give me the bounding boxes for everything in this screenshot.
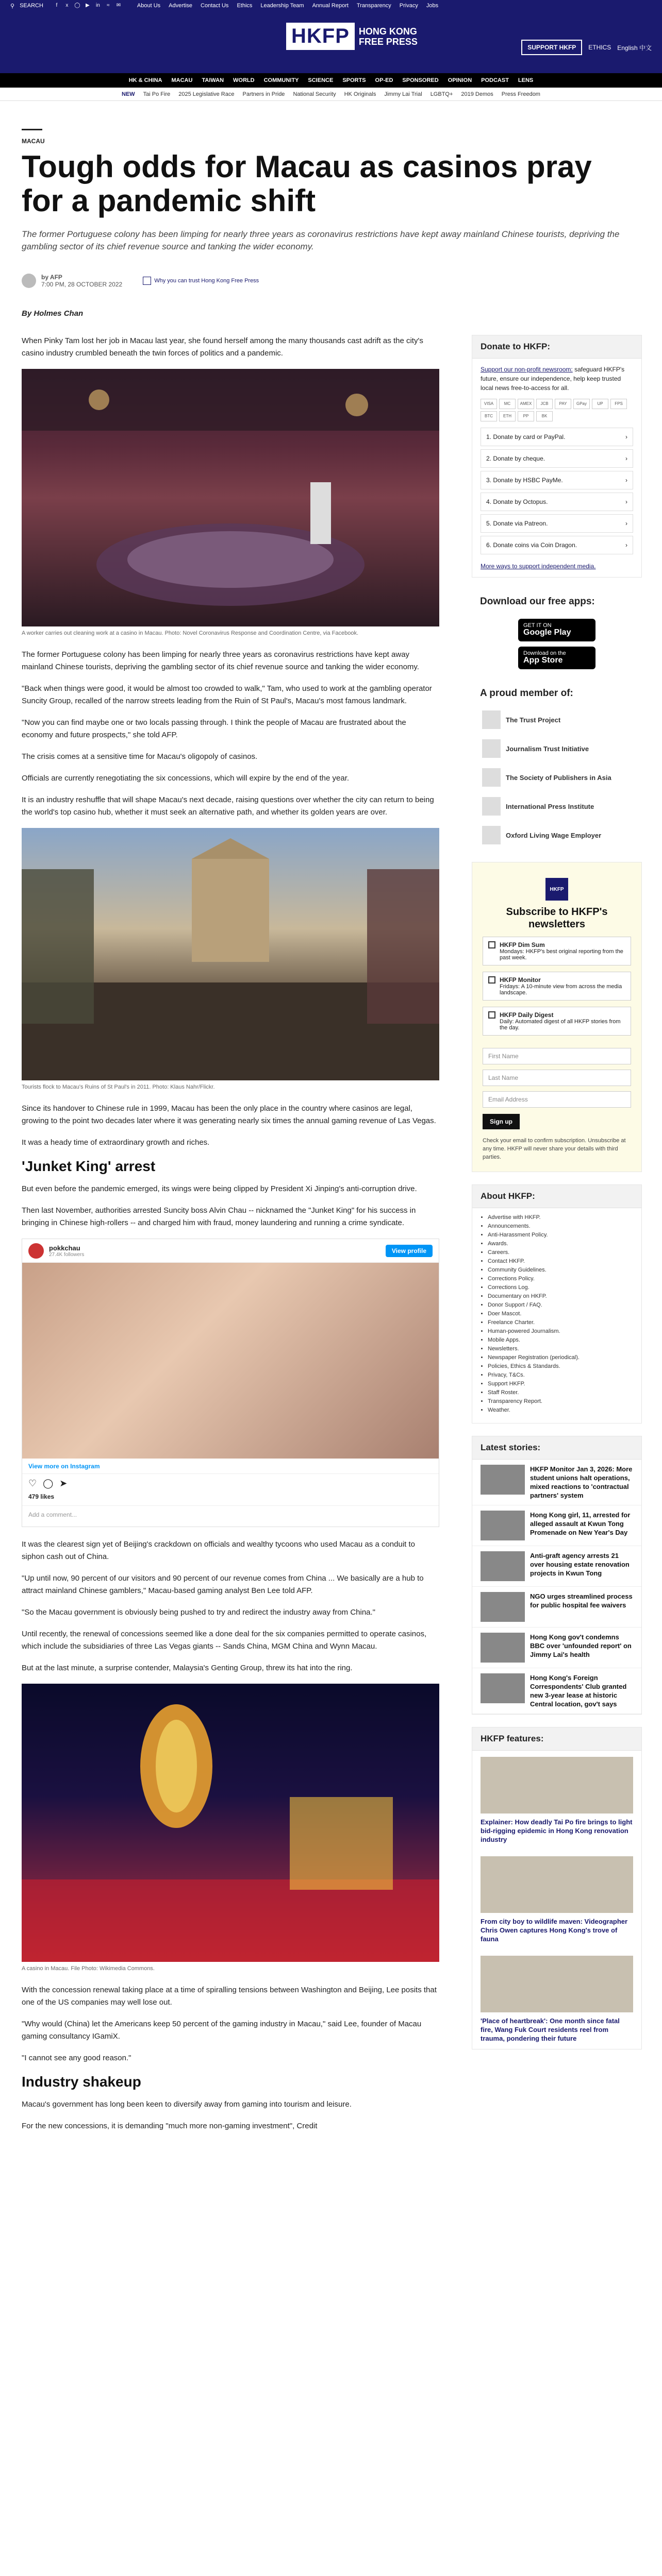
story-thumbnail bbox=[481, 1511, 525, 1540]
top-links bbox=[137, 3, 438, 9]
nav-item[interactable]: WORLD bbox=[233, 77, 255, 83]
main-nav bbox=[0, 73, 662, 88]
language-switch[interactable]: English 中文 bbox=[617, 44, 652, 52]
trending-link[interactable]: 2019 Demos bbox=[461, 91, 493, 97]
instagram-followers: 27.4K followers bbox=[49, 1251, 85, 1258]
paragraph: For the new concessions, it is demanding "much more non-gaming investment", Credit bbox=[22, 2122, 318, 2130]
about-link[interactable]: • Staff Roster. bbox=[488, 1388, 633, 1397]
feature-story[interactable] bbox=[472, 1850, 641, 1950]
payment-method-icon: PP bbox=[518, 411, 534, 421]
donate-option-label: 3. Donate by HSBC PayMe. bbox=[486, 477, 563, 484]
paragraph: When Pinky Tam lost her job in Macau last year, she found herself among the many thousands cast adrift as the city's casino industry crumbled beneath the twin forces of politics and a pandemic. bbox=[22, 336, 423, 358]
about-link[interactable]: • Newsletters. bbox=[488, 1345, 633, 1353]
donate-option-label: 6. Donate coins via Coin Dragon. bbox=[486, 541, 577, 549]
about-link[interactable]: • Corrections Log. bbox=[488, 1283, 633, 1292]
member-logo[interactable] bbox=[472, 763, 642, 792]
latest-story[interactable] bbox=[472, 1460, 641, 1505]
nav-item[interactable]: SCIENCE bbox=[308, 77, 334, 83]
share-icon[interactable]: ➤ bbox=[59, 1478, 68, 1488]
donate-option-label: 4. Donate by Octopus. bbox=[486, 498, 548, 505]
nav-item[interactable]: LENS bbox=[518, 77, 534, 83]
about-link[interactable]: • Human-powered Journalism. bbox=[488, 1327, 633, 1336]
photo-caption: A casino in Macau. File Photo: Wikimedia Commons. bbox=[22, 1965, 155, 1972]
youtube-icon[interactable]: ▶ bbox=[86, 3, 90, 8]
new-badge: NEW bbox=[122, 91, 135, 97]
app-store-button[interactable]: Download on the App Store bbox=[518, 647, 595, 669]
newsletter-logo: HKFP bbox=[545, 878, 568, 901]
trending-link[interactable]: 2025 Legislative Race bbox=[178, 91, 235, 97]
article-lede: The former Portuguese colony has been limping for nearly three years as coronavirus restrictions have kept away mainland Chinese tourists, depriving the gambling sector of its chief revenue source and tanking the wider economy. bbox=[22, 229, 620, 251]
payment-method-icon: JCB bbox=[536, 399, 553, 409]
about-link[interactable]: • Awards. bbox=[488, 1240, 633, 1248]
member-logo-icon bbox=[482, 797, 501, 816]
instagram-actions bbox=[22, 1474, 439, 1493]
nav-item[interactable]: SPORTS bbox=[342, 77, 366, 83]
top-link[interactable]: About Us bbox=[137, 3, 161, 9]
instagram-likes: 479 likes bbox=[28, 1493, 55, 1500]
add-comment-input[interactable]: Add a comment... bbox=[22, 1505, 439, 1523]
casino-illustration bbox=[22, 369, 439, 626]
apps-widget bbox=[472, 590, 642, 669]
photo-caption: A worker carries out cleaning work at a casino in Macau. Photo: Novel Coronavirus Response and Coordination Centre, via Facebook. bbox=[22, 630, 359, 636]
latest-story[interactable] bbox=[472, 1505, 641, 1546]
newsletter-title: Subscribe to HKFP's newsletters bbox=[506, 906, 608, 930]
logo-text: HONG KONG FREE PRESS bbox=[358, 26, 418, 47]
article-author: By Holmes Chan bbox=[22, 309, 84, 318]
donate-option[interactable] bbox=[481, 449, 633, 468]
chevron-right-icon: › bbox=[625, 498, 627, 505]
top-link[interactable]: Privacy bbox=[399, 3, 418, 9]
top-utility-bar bbox=[0, 0, 662, 11]
google-play-button[interactable]: GET IT ON Google Play bbox=[518, 619, 595, 641]
trending-link[interactable]: HK Originals bbox=[344, 91, 376, 97]
section-divider bbox=[22, 129, 42, 130]
instagram-card bbox=[22, 1239, 439, 1527]
newsletter-desc: Fridays: A 10-minute view from across the media landscape. bbox=[500, 984, 622, 996]
feature-title: 'Place of heartbreak': One month since fatal fire, Wang Fuk Court residents reel from trauma, pondering their future bbox=[481, 2017, 620, 2042]
newsletter-option-text bbox=[500, 1011, 625, 1031]
search-icon[interactable]: ⚲ bbox=[10, 3, 15, 9]
support-hkfp-button[interactable]: SUPPORT HKFP bbox=[521, 40, 582, 55]
article-body bbox=[22, 335, 439, 2142]
publish-date: 7:00 PM, 28 OCTOBER 2022 bbox=[41, 281, 123, 288]
donate-widget: Donate to HKFP: Support our non-profit newsroom: safeguard HKFP's future, ensure our independence, help keep trusted local news free-to-access for all. VISA MC AMEX JCB PAY GPay UP FPS BTC ETH PP BK 1. Donate by card or PayPal. › 2. Donate by cheque. › 3. Donate by HSBC PayMe. › 4. Donate by Octopus. › 5. Donate via Patreon. › 6. Donate coins via Coin Dragon. › More ways to support independent media. bbox=[472, 335, 642, 578]
payment-method-icon: UP bbox=[592, 399, 608, 409]
chevron-right-icon: › bbox=[625, 455, 627, 462]
linkedin-icon[interactable]: in bbox=[96, 3, 100, 8]
about-link[interactable]: • Transparency Report. bbox=[488, 1397, 633, 1406]
latest-story[interactable] bbox=[472, 1546, 641, 1587]
member-logo[interactable] bbox=[472, 734, 642, 763]
lisboa-illustration bbox=[22, 1684, 439, 1962]
paragraph: "I cannot see any good reason." bbox=[22, 2054, 131, 2062]
newsletter-note: Check your email to confirm subscription. Unsubscribe at any time. HKFP will never share your details with third parties. bbox=[483, 1138, 626, 1160]
st-pauls-photo bbox=[22, 828, 439, 1080]
member-name: The Society of Publishers in Asia bbox=[506, 773, 611, 782]
instagram-icon[interactable]: ◯ bbox=[74, 3, 80, 8]
donate-heading: Donate to HKFP: bbox=[472, 335, 641, 359]
member-logo-icon bbox=[482, 826, 501, 844]
nav-item[interactable]: COMMUNITY bbox=[263, 77, 299, 83]
donate-option[interactable] bbox=[481, 428, 633, 446]
about-link[interactable]: • Advertise with HKFP. bbox=[488, 1213, 633, 1222]
paragraph: "So the Macau government is obviously being pushed to try and redirect the industry away from China." bbox=[22, 1608, 376, 1617]
feature-image bbox=[481, 1856, 633, 1913]
nav-item[interactable]: OPINION bbox=[448, 77, 472, 83]
chevron-right-icon: › bbox=[625, 433, 627, 440]
chevron-right-icon: › bbox=[625, 541, 627, 549]
donate-option[interactable] bbox=[481, 493, 633, 511]
checkbox[interactable] bbox=[488, 941, 495, 948]
newsletter-option[interactable] bbox=[483, 972, 631, 1001]
story-title: HKFP Monitor Jan 3, 2026: More student unions halt operations, mixed reactions to 'contractual partners' system bbox=[530, 1465, 633, 1499]
newsletter-option[interactable] bbox=[483, 1007, 631, 1036]
about-link[interactable]: • Donor Support / FAQ. bbox=[488, 1301, 633, 1310]
newsletter-name: HKFP Daily Digest bbox=[500, 1011, 554, 1019]
story-thumbnail bbox=[481, 1673, 525, 1703]
apps-heading: Download our free apps: bbox=[472, 590, 642, 614]
nav-item[interactable]: HK & CHINA bbox=[128, 77, 162, 83]
latest-story[interactable] bbox=[472, 1587, 641, 1628]
paragraph: It was a heady time of extraordinary growth and riches. bbox=[22, 1138, 210, 1147]
feature-image bbox=[481, 1956, 633, 2012]
member-logo[interactable] bbox=[472, 792, 642, 821]
payment-method-icon: AMEX bbox=[518, 399, 534, 409]
member-name: Journalism Trust Initiative bbox=[506, 744, 589, 753]
about-link[interactable]: • Weather. bbox=[488, 1406, 633, 1415]
site-header bbox=[0, 11, 662, 73]
payment-method-icon: BTC bbox=[481, 411, 497, 421]
latest-story[interactable] bbox=[472, 1628, 641, 1668]
story-title: Hong Kong's Foreign Correspondents' Club granted new 3-year lease at historic Central location, gov't says bbox=[530, 1674, 627, 1708]
author-avatar bbox=[22, 274, 36, 288]
nav-item[interactable]: PODCAST bbox=[481, 77, 509, 83]
newsletter-option-text bbox=[500, 941, 625, 961]
article-title: Tough odds for Macau as casinos pray for a pandemic shift bbox=[22, 149, 592, 218]
donate-option[interactable] bbox=[481, 471, 633, 489]
about-link[interactable]: • Mobile Apps. bbox=[488, 1336, 633, 1345]
nav-item[interactable]: TAIWAN bbox=[202, 77, 224, 83]
trending-link[interactable]: Jimmy Lai Trial bbox=[384, 91, 422, 97]
nav-item[interactable]: OP-ED bbox=[375, 77, 393, 83]
email-icon[interactable]: ✉ bbox=[116, 3, 121, 8]
top-link[interactable]: Annual Report bbox=[312, 3, 349, 9]
paragraph: The former Portuguese colony has been limping for nearly three years as coronavirus restrictions have kept away mainland Chinese tourists, depriving the gambling sector of its chief revenue source and tanking the wider economy. bbox=[22, 650, 419, 671]
member-name: International Press Institute bbox=[506, 802, 594, 810]
story-thumbnail bbox=[481, 1633, 525, 1663]
features-widget bbox=[472, 1727, 642, 2049]
member-logo[interactable] bbox=[472, 821, 642, 850]
story-thumbnail bbox=[481, 1465, 525, 1495]
paragraph: "Back when things were good, it would be almost too crowded to walk," Tam, who used to work at the gambling operator Suncity Group, recalled of the narrow streets leading from the Ruin of St Paul's, Macau's most famous landmark. bbox=[22, 684, 432, 705]
payment-method-icon: MC bbox=[499, 399, 516, 409]
lisboa-photo bbox=[22, 1684, 439, 1962]
paragraph: But at the last minute, a surprise contender, Malaysia's Genting Group, threw its hat into the ring. bbox=[22, 1664, 353, 1672]
paragraph: "Up until now, 90 percent of our visitors and 90 percent of our revenue comes from China ... We basically are a hub to attract mainland Chinese gamblers," Macau-based gaming analyst Ben Lee told AFP. bbox=[22, 1574, 424, 1595]
facebook-icon[interactable]: f bbox=[56, 3, 58, 8]
member-name: Oxford Living Wage Employer bbox=[506, 831, 602, 839]
trending-link[interactable]: Partners in Pride bbox=[242, 91, 285, 97]
agency-name[interactable]: AFP bbox=[49, 274, 62, 281]
trust-icon bbox=[143, 277, 151, 285]
trending-link[interactable]: National Security bbox=[293, 91, 336, 97]
feature-title: Explainer: How deadly Tai Po fire brings to light bid-rigging epidemic in Hong Kong renovation industry bbox=[481, 1818, 633, 1843]
paragraph: It was the clearest sign yet of Beijing's crackdown on officials and wealthy tycoons who used Macau as a conduit to siphon cash out of China. bbox=[22, 1540, 416, 1561]
sidebar bbox=[472, 335, 642, 2062]
byline: by AFP 7:00 PM, 28 OCTOBER 2022 Why you can trust Hong Kong Free Press bbox=[22, 274, 640, 288]
donate-option[interactable] bbox=[481, 514, 633, 533]
member-logo-icon bbox=[482, 768, 501, 787]
paragraph: Macau's government has long been keen to diversify away from gaming into tourism and leisure. bbox=[22, 2100, 352, 2109]
donate-link[interactable]: Support our non-profit newsroom: bbox=[481, 366, 573, 373]
payment-method-icon: FPS bbox=[610, 399, 627, 409]
feature-title: From city boy to wildlife maven: Videographer Chris Owen captures Hong Kong's trove of fauna bbox=[481, 1918, 628, 1943]
latest-widget bbox=[472, 1436, 642, 1715]
trending-link[interactable]: Press Freedom bbox=[501, 91, 540, 97]
paragraph: Then last November, authorities arrested Suncity boss Alvin Chau -- nicknamed the "Junket King" for his success in bringing in Chinese high-rollers -- and charged him with fraud, money laundering and running a crime syndicate. bbox=[22, 1206, 416, 1227]
members-heading: A proud member of: bbox=[472, 682, 642, 705]
paragraph: It is an industry reshuffle that will shape Macau's next decade, raising questions over whether the city can return to being the world's top casino hub, whether it must seek an alternative path, and whether its golden years are over. bbox=[22, 795, 434, 817]
member-logo-icon bbox=[482, 710, 501, 729]
st-pauls-illustration bbox=[22, 828, 439, 1080]
about-link[interactable]: • Announcements. bbox=[488, 1222, 633, 1231]
about-widget bbox=[472, 1184, 642, 1423]
instagram-avatar[interactable] bbox=[28, 1243, 44, 1259]
about-link[interactable]: • Newspaper Registration (periodical). bbox=[488, 1353, 633, 1362]
latest-heading: Latest stories: bbox=[472, 1436, 641, 1460]
trending-link[interactable]: Tai Po Fire bbox=[143, 91, 171, 97]
donate-options bbox=[481, 428, 633, 554]
story-title: Anti-graft agency arrests 21 over housing estate renovation projects in Kwun Tong bbox=[530, 1552, 630, 1577]
subheading-industry-shakeup: Industry shakeup bbox=[22, 2074, 141, 2090]
paragraph: The crisis comes at a sensitive time for Macau's oligopoly of casinos. bbox=[22, 752, 258, 761]
top-link[interactable]: Ethics bbox=[237, 3, 253, 9]
ethics-link[interactable]: ETHICS bbox=[588, 44, 611, 51]
top-link[interactable]: Advertise bbox=[169, 3, 193, 9]
paragraph: But even before the pandemic emerged, its wings were being clipped by President Xi Jinping's anti-corruption drive. bbox=[22, 1184, 417, 1193]
paragraph: "Why would (China) let the Americans keep 50 percent of the gaming industry in Macau," said Lee, founder of Macau gaming consultancy IGamiX. bbox=[22, 2020, 422, 2041]
trust-link[interactable]: Why you can trust Hong Kong Free Press bbox=[143, 277, 259, 285]
story-title: Hong Kong gov't condemns BBC over 'unfounded report' on Jimmy Lai's health bbox=[530, 1633, 632, 1658]
instagram-embed bbox=[22, 1239, 439, 1527]
site-logo[interactable] bbox=[286, 23, 418, 50]
paragraph: Since its handover to Chinese rule in 1999, Macau has been the only place in the country where casinos are legal, growing to the point two decades later where it was generating nearly six times the annual gaming revenue of Las Vegas. bbox=[22, 1104, 436, 1125]
last-name-input[interactable]: Last Name bbox=[483, 1070, 631, 1086]
top-link[interactable]: Jobs bbox=[426, 3, 439, 9]
about-link[interactable]: • Doer Mascot. bbox=[488, 1310, 633, 1318]
social-links bbox=[54, 3, 122, 9]
story-title: Hong Kong girl, 11, arrested for alleged assault at Kwun Tong Promenade on New Year's Day bbox=[530, 1511, 631, 1536]
figure-st-pauls bbox=[22, 828, 439, 1091]
instagram-username[interactable]: pokkchau bbox=[49, 1244, 80, 1252]
nav-item[interactable]: SPONSORED bbox=[402, 77, 439, 83]
chevron-right-icon: › bbox=[625, 477, 627, 484]
payment-method-icon: PAY bbox=[555, 399, 571, 409]
newsletter-name: HKFP Monitor bbox=[500, 976, 541, 984]
top-link[interactable]: Transparency bbox=[356, 3, 391, 9]
donate-option[interactable] bbox=[481, 536, 633, 554]
feature-image bbox=[481, 1757, 633, 1814]
newsletter-name: HKFP Dim Sum bbox=[500, 941, 545, 948]
latest-story[interactable] bbox=[472, 1668, 641, 1714]
payment-method-icon: GPay bbox=[573, 399, 590, 409]
donate-option-label: 2. Donate by cheque. bbox=[486, 455, 545, 462]
members-widget bbox=[472, 682, 642, 850]
about-link[interactable]: • Privacy, T&Cs. bbox=[488, 1371, 633, 1380]
email-input[interactable]: Email Address bbox=[483, 1091, 631, 1108]
checkbox[interactable] bbox=[488, 1011, 495, 1019]
search-link[interactable]: SEARCH bbox=[20, 3, 43, 9]
payment-method-icon: BK bbox=[536, 411, 553, 421]
payment-method-icon: ETH bbox=[499, 411, 516, 421]
paragraph: Until recently, the renewal of concessions seemed like a done deal for the six companies permitted to operate casinos, which include the subsidiaries of three Las Vegas giants -- Sands China, MGM China and Wynn Macau. bbox=[22, 1630, 427, 1651]
chevron-right-icon: › bbox=[625, 520, 627, 527]
newsletter-desc: Daily: Automated digest of all HKFP stories from the day. bbox=[500, 1019, 621, 1031]
newsletter-widget bbox=[472, 862, 642, 1172]
top-link[interactable]: Leadership Team bbox=[260, 3, 304, 9]
signup-button[interactable]: Sign up bbox=[483, 1114, 520, 1129]
newsletter-option[interactable] bbox=[483, 937, 631, 965]
member-logo[interactable] bbox=[472, 705, 642, 734]
first-name-input[interactable]: First Name bbox=[483, 1048, 631, 1064]
about-link[interactable]: • Careers. bbox=[488, 1248, 633, 1257]
twitter-icon[interactable]: x bbox=[65, 3, 69, 8]
about-link[interactable]: • Support HKFP. bbox=[488, 1380, 633, 1388]
donate-option-label: 1. Donate by card or PayPal. bbox=[486, 433, 566, 440]
view-more-link[interactable]: View more on Instagram bbox=[22, 1459, 439, 1474]
paragraph: With the concession renewal taking place at a time of spiralling tensions between Washington and Beijing, Lee posits that one of the US companies may well lose out. bbox=[22, 1986, 437, 2007]
comment-icon[interactable]: ◯ bbox=[43, 1478, 54, 1488]
heart-icon[interactable]: ♡ bbox=[28, 1478, 37, 1488]
top-link[interactable]: Contact Us bbox=[201, 3, 229, 9]
nav-item[interactable]: MACAU bbox=[171, 77, 193, 83]
trending-bar bbox=[0, 88, 662, 101]
about-link[interactable]: • Policies, Ethics & Standards. bbox=[488, 1362, 633, 1371]
paragraph: Officials are currently renegotiating the six concessions, which will expire by the end of the year. bbox=[22, 774, 350, 783]
about-link[interactable]: • Corrections Policy. bbox=[488, 1275, 633, 1283]
newsletter-desc: Mondays: HKFP's best original reporting from the past week. bbox=[500, 948, 623, 961]
about-link[interactable]: • Community Guidelines. bbox=[488, 1266, 633, 1275]
casino-photo bbox=[22, 369, 439, 626]
member-name: The Trust Project bbox=[506, 716, 561, 724]
figure-casino-cleaning bbox=[22, 369, 439, 637]
about-link[interactable]: • Anti-Harassment Policy. bbox=[488, 1231, 633, 1240]
figure-lisboa bbox=[22, 1684, 439, 1973]
header-actions bbox=[521, 40, 652, 55]
more-ways-link[interactable]: More ways to support independent media. bbox=[481, 563, 596, 570]
instagram-photo[interactable] bbox=[22, 1263, 439, 1459]
logo-mark: HKFP bbox=[286, 23, 355, 50]
section-tag[interactable]: MACAU bbox=[22, 138, 45, 145]
donate-option-label: 5. Donate via Patreon. bbox=[486, 520, 548, 527]
subheading-junket-king: 'Junket King' arrest bbox=[22, 1158, 156, 1174]
member-logo-icon bbox=[482, 739, 501, 758]
instagram-header bbox=[22, 1239, 439, 1263]
view-profile-button[interactable]: View profile bbox=[386, 1245, 433, 1257]
story-thumbnail bbox=[481, 1592, 525, 1622]
feature-story[interactable] bbox=[472, 1751, 641, 1850]
paragraph: "Now you can find maybe one or two locals passing through. I think the people of Macau are frustrated about the economy and future prospects," she told AFP. bbox=[22, 718, 406, 739]
payment-method-icon: VISA bbox=[481, 399, 497, 409]
checkbox[interactable] bbox=[488, 976, 495, 984]
about-link[interactable]: • Contact HKFP. bbox=[488, 1257, 633, 1266]
rss-icon[interactable]: ≈ bbox=[107, 3, 110, 8]
trending-link[interactable]: LGBTQ+ bbox=[430, 91, 453, 97]
newsletter-option-text bbox=[500, 976, 625, 996]
payment-icons bbox=[481, 399, 633, 421]
photo-caption: Tourists flock to Macau's Ruins of St Paul's in 2011. Photo: Klaus Nahr/Flickr. bbox=[22, 1084, 215, 1090]
about-link[interactable]: • Freelance Charter. bbox=[488, 1318, 633, 1327]
article-header bbox=[22, 129, 640, 288]
about-link[interactable]: • Documentary on HKFP. bbox=[488, 1292, 633, 1301]
feature-story[interactable] bbox=[472, 1950, 641, 2049]
story-title: NGO urges streamlined process for public hospital fee waivers bbox=[530, 1592, 633, 1609]
story-thumbnail bbox=[481, 1551, 525, 1581]
about-heading: About HKFP: bbox=[472, 1185, 641, 1208]
features-heading: HKFP features: bbox=[472, 1727, 641, 1751]
